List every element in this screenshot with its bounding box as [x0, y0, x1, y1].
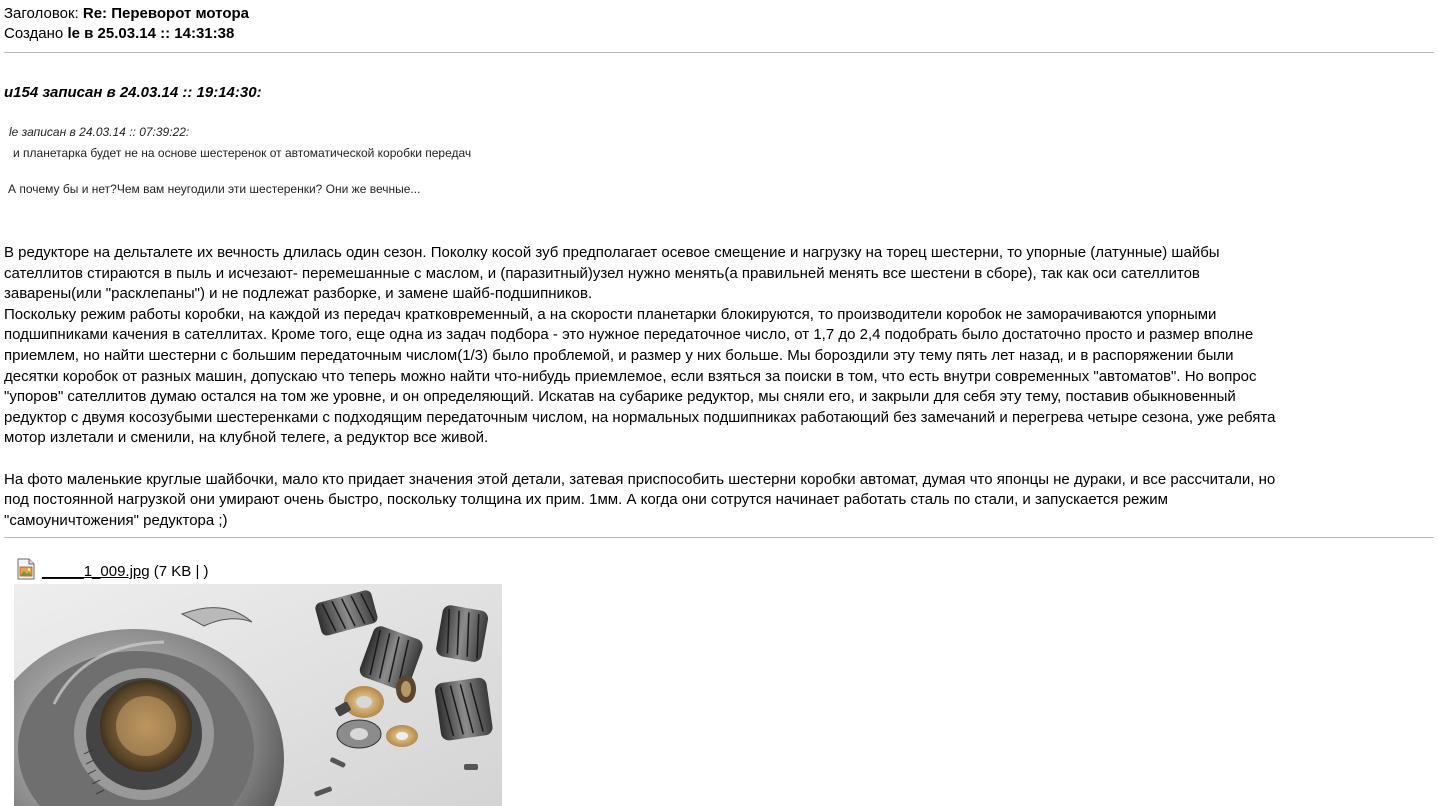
- title-label: Заголовок:: [4, 5, 79, 22]
- post-title: Re: Переворот мотора: [82, 5, 249, 22]
- quote-outer-author: u154 записан в 24.03.14 :: 19:14:30:: [4, 84, 262, 101]
- quote-inner-text: и планетарка будет не на основе шестеренок от автоматической коробки передач: [13, 146, 472, 160]
- created-author: le: [67, 25, 80, 42]
- attachment-photo[interactable]: [14, 584, 502, 806]
- created-prefix: Создано: [4, 25, 64, 42]
- post-header: [4, 4, 249, 44]
- attachment-link[interactable]: [42, 563, 209, 580]
- title-line: [4, 4, 249, 24]
- created-date: 25.03.14 :: 14:31:38: [97, 25, 235, 42]
- divider-attachments: [4, 537, 1434, 538]
- post-body: В редукторе на дельталете их вечность длилась один сезон. Поколку косой зуб предполагает осевое смещение и нагрузку на торец шестерни, то упорные (латунные) шайбы сателлитов стираются в пыль и исчезают- перемешанные с маслом, и (паразитный)узел нужно менять(а правильней менять все шестени в сборе), так как оси сателлитов заварены(или "расклепаны") и не подлежат разборке, и замене шайб-подшипников. Поскольку режим работы коробки, на каждой из передач кратковременный, а на скорости планетарки блокируются, то производители коробок не заморачиваются упорными подшипниками качения в сателлитах. Кроме того, еще одна из задач подбора - это нужное передаточное число, от 1,7 до 2,4 подобрать было достаточно просто и размер вполне приемлем, но найти шестерни с большим передаточным числом(1/3) было проблемой, и размер у них больше. Мы бороздили эту тему пять лет назад, и в распоряжении были десятки коробок от разных машин, допускаю что теперь можно найти что-нибудь приемлемое, если взяться за поиски в том, что есть внутри современных "автоматов". Но вопрос "упоров" сателлитов думаю остался на том же уровне, и он определяющий. Искатав на субарике редуктор, мы сняли его, и закрыли для себя эту тему, поставив обыкновенный редуктор с двумя косозубыми шестеренками с подходящим передаточным числом, на нормальных подшипниках работающий без замечаний и перегрева четыре сезона, уже ребята мотор излетали и сменили, на клубной телеге, а редуктор все живой. На фото маленькие круглые шайбочки, мало кто придает значения этой детали, затевая приспособить шестерни коробки автомат, думая что японцы не дураки, и все рассчитали, но под постоянной нагрузкой они умирают очень быстро, поскольку толщина их прим. 1мм. А когда они сотрутся начинает работать сталь по стали, и запускается режим "самоуничтожения" редуктора ;): [4, 244, 1276, 529]
- attachment: [16, 558, 209, 580]
- gear-parts-image: [14, 584, 502, 806]
- image-file-icon: [16, 558, 36, 580]
- created-line: [4, 24, 249, 44]
- quote-inner-author: le записан в 24.03.14 :: 07:39:22:: [9, 125, 190, 139]
- quote-outer-text: А почему бы и нет?Чем вам неугодили эти шестеренки? Они же вечные...: [8, 182, 421, 196]
- created-in: в: [84, 25, 94, 42]
- divider-top: [4, 52, 1434, 53]
- attachment-filename: _____1_009.jpg: [42, 563, 150, 580]
- attachment-meta: (7 KB | ): [153, 563, 209, 580]
